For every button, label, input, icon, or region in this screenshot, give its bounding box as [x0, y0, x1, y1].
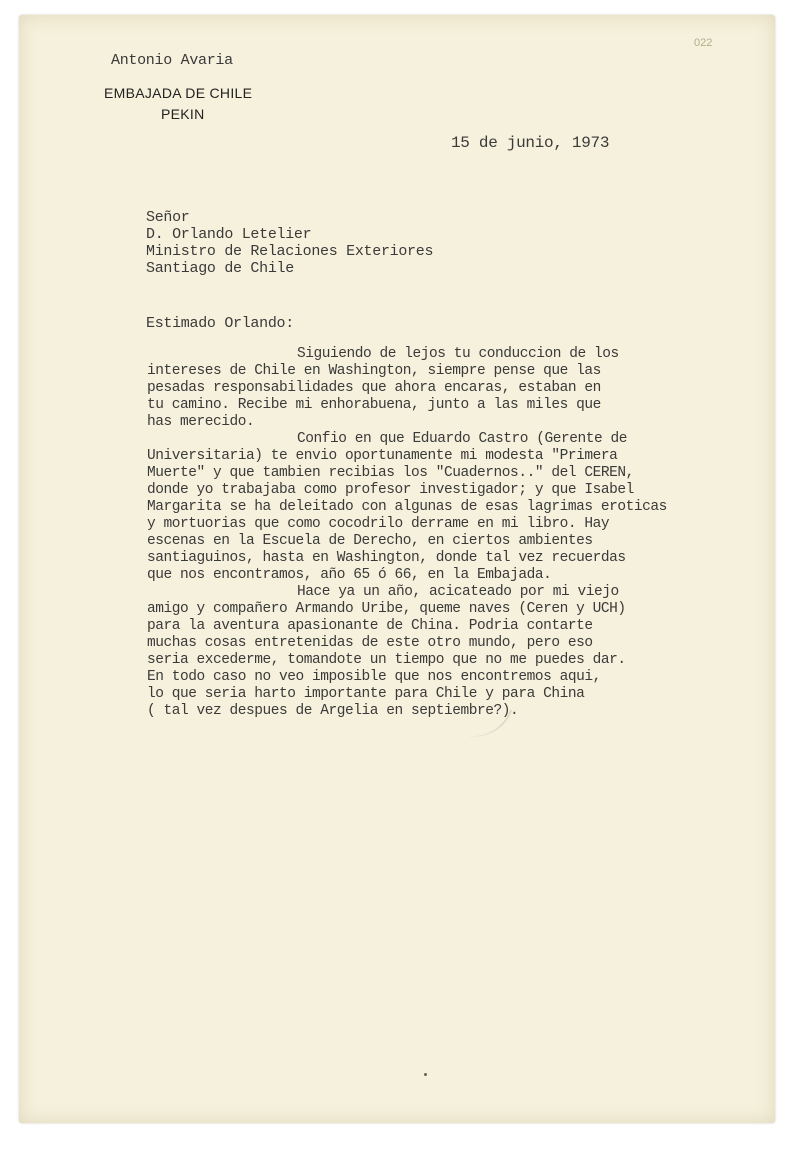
recipient-position: Ministro de Relaciones Exteriores [146, 243, 434, 260]
body-line: muchas cosas entretenidas de este otro mundo, pero eso [147, 635, 593, 651]
body-line: escenas en la Escuela de Derecho, en ciertos ambientes [147, 533, 593, 549]
body-line: has merecido. [147, 414, 255, 430]
body-line: amigo y compañero Armando Uribe, queme naves (Ceren y UCH) [147, 601, 626, 617]
embassy-city: PEKIN [161, 106, 205, 122]
body-line: ( tal vez despues de Argelia en septiembre?). [147, 703, 519, 719]
body-line: Muerte" y que tambien recibias los "Cuadernos.." del CEREN, [147, 465, 634, 481]
body-line: Siguiendo de lejos tu conduccion de los [297, 346, 619, 362]
body-line: En todo caso no veo imposible que nos encontremos aqui, [147, 669, 601, 685]
body-line: que nos encontramos, año 65 ó 66, en la Embajada. [147, 567, 552, 583]
paper-speck [424, 1073, 427, 1076]
page-number-mark: 022 [694, 37, 713, 49]
recipient-title: Señor [146, 209, 190, 226]
body-line: seria excederme, tomandote un tiempo que no me puedes dar. [147, 652, 626, 668]
body-line: Confio en que Eduardo Castro (Gerente de [297, 431, 628, 447]
body-line: Universitaria) te envio oportunamente mi modesta "Primera [147, 448, 618, 464]
embassy-stamp: EMBAJADA DE CHILE [104, 85, 253, 101]
recipient-city: Santiago de Chile [146, 260, 294, 277]
letter-body [147, 346, 747, 720]
body-line: Margarita se ha deleitado con algunas de esas lagrimas eroticas [147, 499, 667, 515]
body-line: santiaguinos, hasta en Washington, donde tal vez recuerdas [147, 550, 626, 566]
body-line: para la aventura apasionante de China. Podria contarte [147, 618, 593, 634]
body-line: pesadas responsabilidades que ahora encaras, estaban en [147, 380, 601, 396]
body-line: donde yo trabajaba como profesor investigador; y que Isabel [147, 482, 634, 498]
author-name: Antonio Avaria [111, 52, 233, 69]
salutation: Estimado Orlando: [146, 315, 294, 332]
body-line: Hace ya un año, acicateado por mi viejo [297, 584, 619, 600]
recipient-name: D. Orlando Letelier [146, 226, 312, 243]
body-line: tu camino. Recibe mi enhorabuena, junto a las miles que [147, 397, 601, 413]
body-line: intereses de Chile en Washington, siempre pense que las [147, 363, 601, 379]
body-line: y mortuorias que como cocodrilo derrame en mi libro. Hay [147, 516, 610, 532]
body-line: lo que seria harto importante para Chile y para China [147, 686, 585, 702]
letter-date: 15 de junio, 1973 [451, 134, 610, 152]
